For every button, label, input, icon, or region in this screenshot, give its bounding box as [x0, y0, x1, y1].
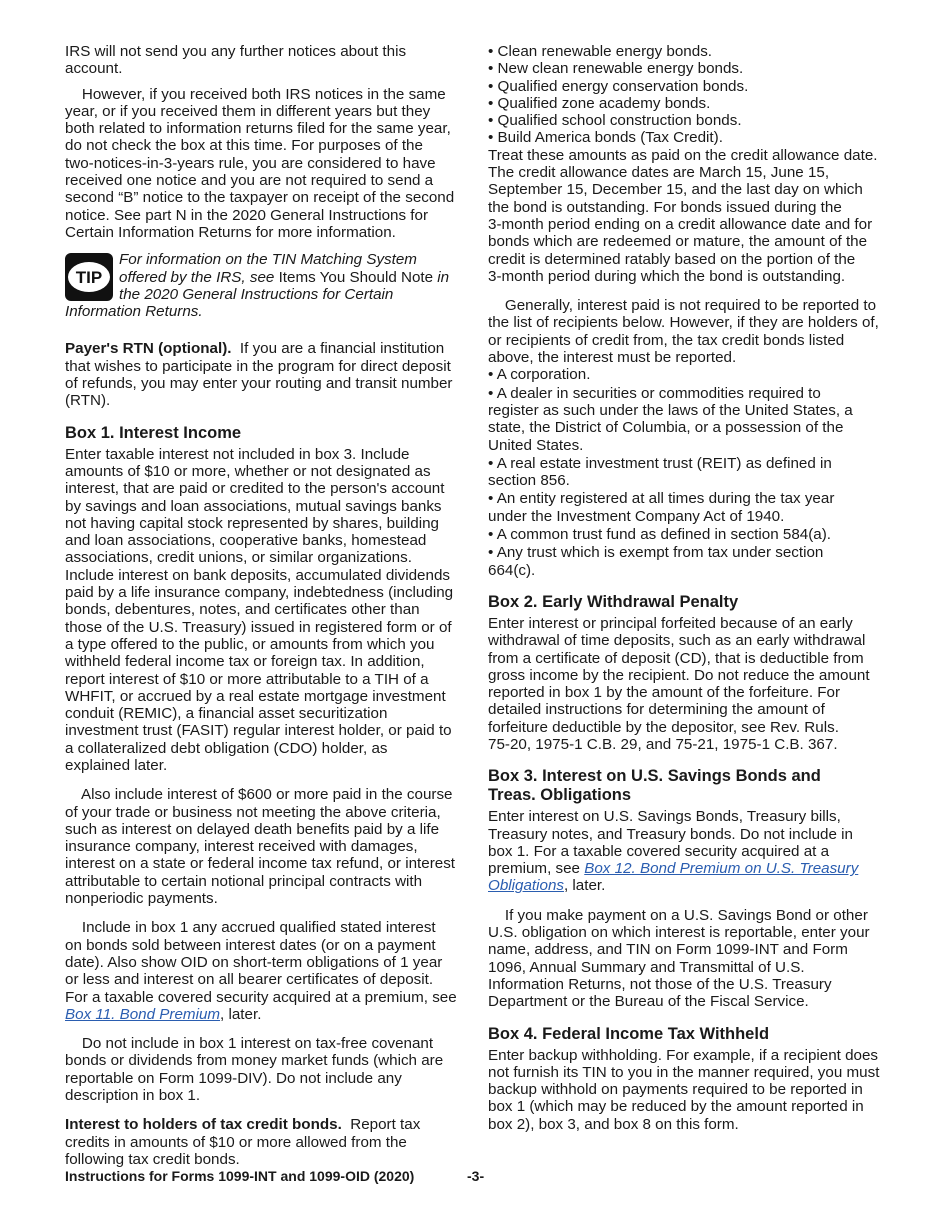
tip-icon-label: TIP	[68, 262, 110, 292]
list-item-text: A corporation.	[496, 366, 591, 384]
list-item-text: A dealer in securities or commodities required to register as such under the laws of the United States, a state, the District of Columbia, or a possession of the United States.	[488, 384, 853, 454]
tip-line: offered by the IRS, see	[119, 268, 279, 286]
list-item: • Qualified zone academy bonds.	[488, 94, 711, 112]
run-in-heading: Interest to holders of tax credit bonds.	[65, 1116, 342, 1134]
paragraph-text: , later.	[220, 1005, 262, 1023]
list-item: • A common trust fund as defined in section 584(a).	[488, 526, 832, 544]
list-item-text: Build America bonds (Tax Credit).	[497, 129, 723, 147]
paragraph-text: , later.	[563, 877, 606, 895]
paragraph: IRS will not send you any further notices about this account.	[65, 43, 407, 78]
paragraph	[488, 808, 898, 894]
section-heading: Box 3. Interest on U.S. Savings Bonds and Treas. Obligations	[488, 767, 821, 805]
tip-block	[65, 251, 475, 303]
list-item: • Build America bonds (Tax Credit).	[488, 129, 723, 147]
tip-line: For information on the TIN Matching System	[119, 251, 417, 269]
list-item: • Qualified energy conservation bonds.	[488, 77, 749, 95]
paragraph-text: If you are a financial institution that wishes to participate in the program for direct deposit of refunds, you may enter your routing and transit number (RTN).	[65, 340, 453, 410]
list-item-text: Any trust which is exempt from tax under section 664(c).	[488, 544, 824, 579]
box12-link[interactable]: Obligations	[488, 877, 564, 895]
paragraph-text: Report tax credits in amounts of $10 or more allowed from the following tax credit bonds.	[65, 1116, 421, 1168]
tip-line: in	[433, 268, 450, 286]
list-item: • A dealer in securities or commodities required to register as such under the laws of the United States, a state, the District of Columbia, or a possession of the United States.	[488, 384, 853, 454]
section-heading: Box 1. Interest Income	[65, 423, 242, 442]
paragraph	[65, 1116, 475, 1168]
list-item-text: A common trust fund as defined in section 584(a).	[496, 526, 832, 544]
box12-link[interactable]: Box 12. Bond Premium on U.S. Treasury	[584, 860, 859, 878]
paragraph: Enter taxable interest not included in box 3. Include amounts of $10 or more, whether or not designated as interest, that are paid or credited to the person's account by savings and loan associations, mutual savings banks not having capital stock represented by shares, building and loan associations, cooperative banks, homestead associations, credit unions, or similar organizations. Include interest on bank deposits, accumulated dividends paid by a life insurance company, indebtedness (including bonds, debentures, notes, and certificates other than those of the U.S. Treasury) issued in registered form or of a type offered to the public, or amounts from which you withheld federal income tax or foreign tax. In addition, report interest of $10 or more attributable to a TIH of a WHFIT, or accrued by a real estate mortgage investment conduit (REMIC), a financial asset securitization investment trust (FASIT) regular interest holder, or paid to a collateralized debt obligation (CDO) holder, as explained later.	[65, 445, 454, 774]
right-column	[488, 43, 898, 1141]
list-item-text: Qualified energy conservation bonds.	[497, 77, 749, 95]
tip-line: Information Returns.	[65, 303, 203, 321]
list-item-text: Qualified zone academy bonds.	[497, 94, 711, 112]
tip-text	[119, 251, 449, 303]
tip-reference: Items You Should Note	[278, 268, 434, 286]
list-item-text: Clean renewable energy bonds.	[497, 43, 713, 60]
paragraph: Do not include in box 1 interest on tax-free covenant bonds or dividends from money market funds (which are reportable on Form 1099-DIV). Do not include any description in box 1.	[65, 1035, 444, 1105]
paragraph: Also include interest of $600 or more paid in the course of your trade or business not meeting the above criteria, such as interest on delayed death benefits paid by a life insurance company, interest received with damages, interest on a state or federal income tax refund, or interest attributable to certain notional principal contracts with nonperiodic payments.	[65, 786, 456, 908]
paragraph: However, if you received both IRS notices in the same year, or if you received them in different years but they both related to information returns filed for the same year, do not check the box at this time. For purposes of the two-notices-in-3-years rule, you are considered to have received one notice and you are not required to send a second “B” notice to the taxpayer on receipt of the second notice. See part N in the 2020 General Instructions for Certain Information Returns for more information.	[65, 85, 455, 241]
paragraph	[65, 340, 475, 409]
footer-title: Instructions for Forms 1099-INT and 1099-OID (2020)	[65, 1168, 415, 1184]
paragraph	[65, 919, 475, 1023]
list-item-text: A real estate investment trust (REIT) as defined in section 856.	[488, 454, 832, 490]
paragraph: Treat these amounts as paid on the credit allowance date. The credit allowance dates are March 15, June 15, September 15, December 15, and the last day on which the bond is outstanding. For bonds issued during the 3-month period ending on a credit allowance date and for bonds which are redeemed or mature, the amount of the credit is determined ratably based on the portion of the 3-month period during which the bond is outstanding.	[488, 146, 878, 285]
paragraph: Generally, interest paid is not required to be reported to the list of recipients below. However, if they are holders of, or recipients of credit from, the tax credit bonds listed above, the interest must be reported.	[488, 297, 879, 367]
list-item: • Qualified school construction bonds.	[488, 112, 742, 130]
recipient-list	[488, 366, 898, 579]
bond-list	[488, 43, 898, 147]
list-item: • A corporation.	[488, 366, 591, 384]
list-item-text: New clean renewable energy bonds.	[497, 60, 744, 78]
list-item-text: An entity registered at all times during the tax year under the Investment Company Act of 1940.	[488, 490, 835, 525]
page-number: -3-	[467, 1168, 485, 1184]
list-item: • Any trust which is exempt from tax under section 664(c).	[488, 544, 824, 579]
tip-icon	[65, 253, 113, 301]
list-item: • New clean renewable energy bonds.	[488, 60, 744, 78]
paragraph: If you make payment on a U.S. Savings Bond or other U.S. obligation on which interest is reportable, enter your name, address, and TIN on Form 1099-INT and Form 1096, Annual Summary and Transmittal of U.S. Information Returns, not those of the U.S. Treasury Department or the Bureau of the Fiscal Service.	[488, 906, 870, 1011]
box11-link[interactable]: Box 11. Bond Premium	[65, 1005, 221, 1023]
section-heading: Box 2. Early Withdrawal Penalty	[488, 592, 739, 611]
paragraph-text: Include in box 1 any accrued qualified stated interest on bonds sold between interest dates (or on a payment date). Also show OID on short-term obligations of 1 year or less and interest on all bearer certificates of deposit. For a taxable covered security acquired at a premium, see	[65, 919, 457, 1006]
list-item: • Clean renewable energy bonds.	[488, 43, 713, 60]
tip-line: the 2020 General Instructions for Certain	[119, 285, 394, 303]
left-column	[65, 43, 475, 1176]
section-heading: Box 4. Federal Income Tax Withheld	[488, 1024, 770, 1043]
list-item: • A real estate investment trust (REIT) as defined in section 856.	[488, 454, 832, 490]
list-item-text: Qualified school construction bonds.	[497, 112, 742, 130]
list-item: • An entity registered at all times during the tax year under the Investment Company Act of 1940.	[488, 490, 835, 525]
paragraph: Enter backup withholding. For example, if a recipient does not furnish its TIN to you in the manner required, you must backup withhold on payments required to be reported in box 1 (which may be reduced by the amount reported in box 2), box 3, and box 8 on this form.	[488, 1046, 880, 1133]
paragraph: Enter interest or principal forfeited because of an early withdrawal of time deposits, such as an early withdrawal from a certificate of deposit (CD), that is deductible from gross income by the recipient. Do not reduce the amount reported in box 1 by the amount of the forfeiture. For detailed instructions for determining the amount of forfeiture deductible by the depositor, see Rev. Ruls. 75-20, 1975-1 C.B. 29, and 75-21, 1975-1 C.B. 367.	[488, 614, 870, 753]
run-in-heading: Payer's RTN (optional).	[65, 340, 232, 358]
paragraph-text: Enter interest on U.S. Savings Bonds, Treasury bills, Treasury notes, and Treasury bonds. Do not include in box 1. For a taxable covered security acquired at a premium, see	[488, 808, 853, 878]
